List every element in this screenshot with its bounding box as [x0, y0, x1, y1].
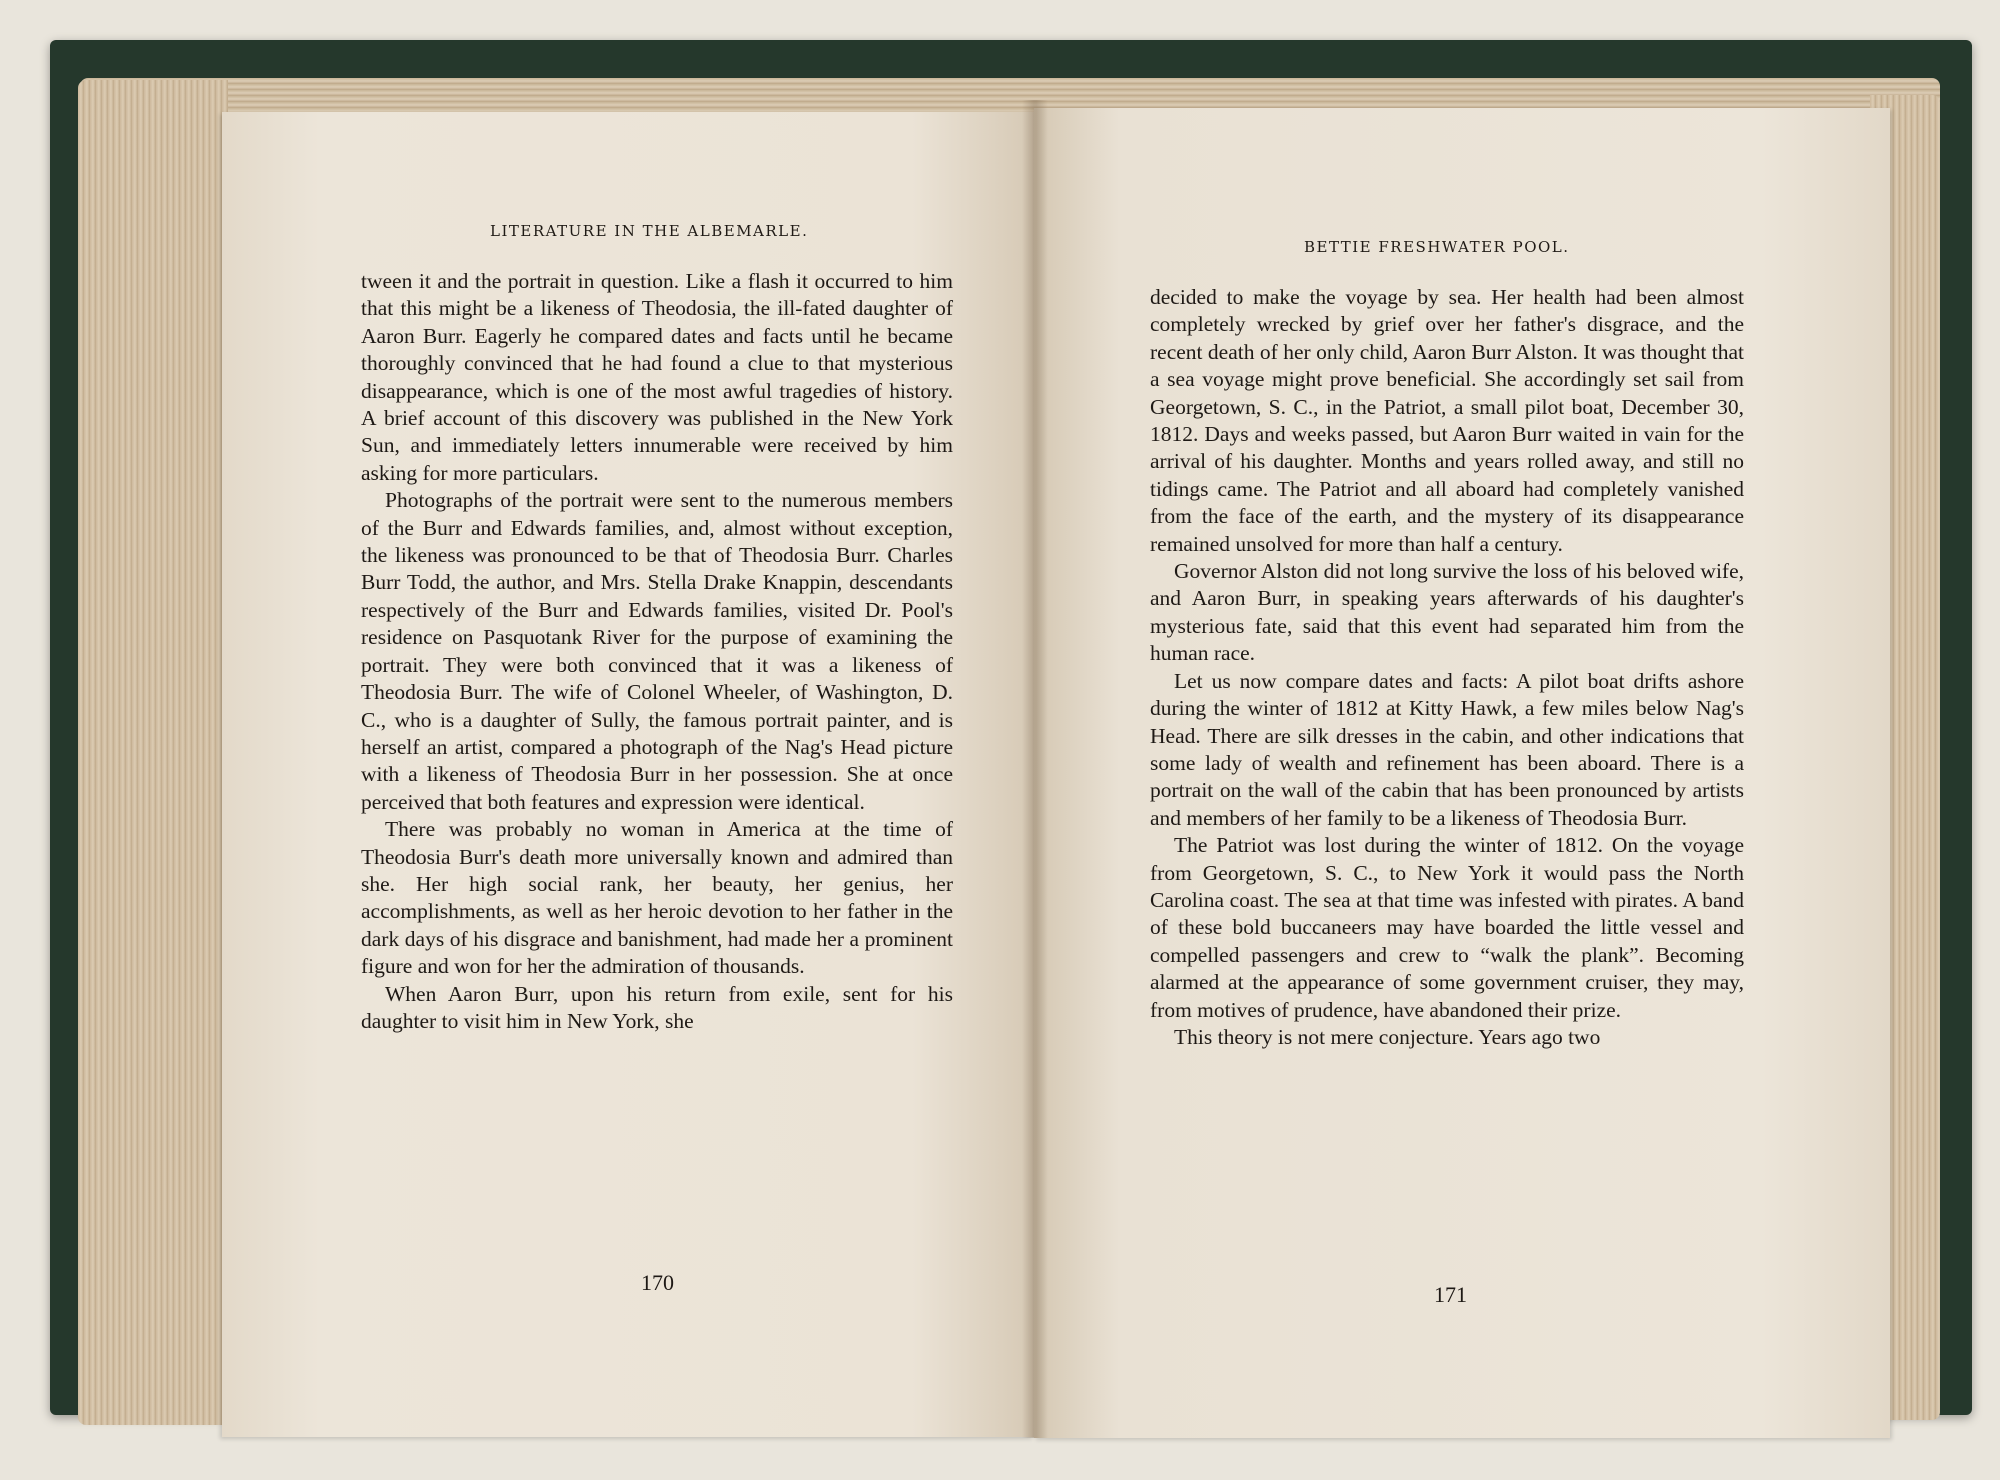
right-running-head: BETTIE FRESHWATER POOL.: [1304, 238, 1570, 256]
left-running-head: LITERATURE IN THE ALBEMARLE.: [490, 222, 809, 240]
paragraph: Governor Alston did not long survive the loss of his beloved wife, and Aaron Burr, in speaking years afterwards of his daughter's mysterious fate, said that this event had separated him from the human race.: [1150, 559, 1744, 666]
page-edges-left: [78, 80, 228, 1425]
paragraph: When Aaron Burr, upon his return from exile, sent for his daughter to visit him in New York, she: [361, 981, 953, 1033]
paragraph: This theory is not mere conjecture. Years ago two: [1174, 1024, 1601, 1049]
right-page-number: 171: [1434, 1282, 1467, 1307]
paragraph: Let us now compare dates and facts: A pilot boat drifts ashore during the winter of 1812 at Kitty Hawk, a few miles below Nag's Head. There are silk dresses in the cabin, and other indications that some lady of wealth and refinement has been aboard. There is a portrait on the wall of the cabin that has been pronounced by artists and members of her family to be a likeness of Theodosia Burr.: [1150, 668, 1744, 830]
paragraph: There was probably no woman in America at the time of Theodosia Burr's death more universally known and admired than she. Her high social rank, her beauty, her genius, her accomplishments, as well as her heroic devotion to her father in the dark days of his disgrace and banishment, had made her a prominent figure and won for her the admiration of thousands.: [361, 817, 953, 979]
paragraph: decided to make the voyage by sea. Her health had been almost completely wrecked by grief over her father's disgrace, and the recent death of her only child, Aaron Burr Alston. It was thought that a sea voyage might prove beneficial. She accordingly set sail from Georgetown, S. C., in the Patriot, a small pilot boat, December 30, 1812. Days and weeks passed, but Aaron Burr waited in vain for the arrival of his daughter. Months and years rolled away, and still no tidings came. The Patriot and all aboard had completely vanished from the face of the earth, and the mystery of its disappearance remained unsolved for more than half a century.: [1150, 285, 1744, 556]
left-page-number: 170: [641, 1270, 674, 1295]
book-gutter: [1022, 100, 1048, 1438]
left-page-text: [361, 268, 953, 1035]
paragraph: tween it and the portrait in question. Like a flash it occurred to him that this might be a likeness of Theodosia, the ill-fated daughter of Aaron Burr. Eagerly he compared dates and facts until he became thoroughly convinced that he had found a clue to that mysterious disappearance, which is one of the most awful tragedies of history. A brief account of this discovery was published in the New York Sun, and immediately letters innumerable were received by him asking for more particulars.: [361, 269, 953, 485]
paragraph: Photographs of the portrait were sent to the numerous members of the Burr and Edwards families, and, almost without exception, the likeness was pronounced to be that of Theodosia Burr. Charles Burr Todd, the author, and Mrs. Stella Drake Knappin, descendants respectively of the Burr and Edwards families, visited Dr. Pool's residence on Pasquotank River for the purpose of examining the portrait. They were both convinced that it was a likeness of Theodosia Burr. The wife of Colonel Wheeler, of Washington, D. C., who is a daughter of Sully, the famous portrait painter, and is herself an artist, compared a photograph of the Nag's Head picture with a likeness of Theodosia Burr in her possession. She at once perceived that both features and expression were identical.: [361, 488, 953, 814]
right-page-text: [1150, 284, 1744, 1051]
paragraph: The Patriot was lost during the winter of 1812. On the voyage from Georgetown, S. C., to New York it would pass the North Carolina coast. The sea at that time was infested with pirates. A band of these bold buccaneers may have boarded the little vessel and compelled passengers and crew to “walk the plank”. Becoming alarmed at the appearance of some government cruiser, they may, from motives of prudence, have abandoned their prize.: [1150, 833, 1744, 1022]
